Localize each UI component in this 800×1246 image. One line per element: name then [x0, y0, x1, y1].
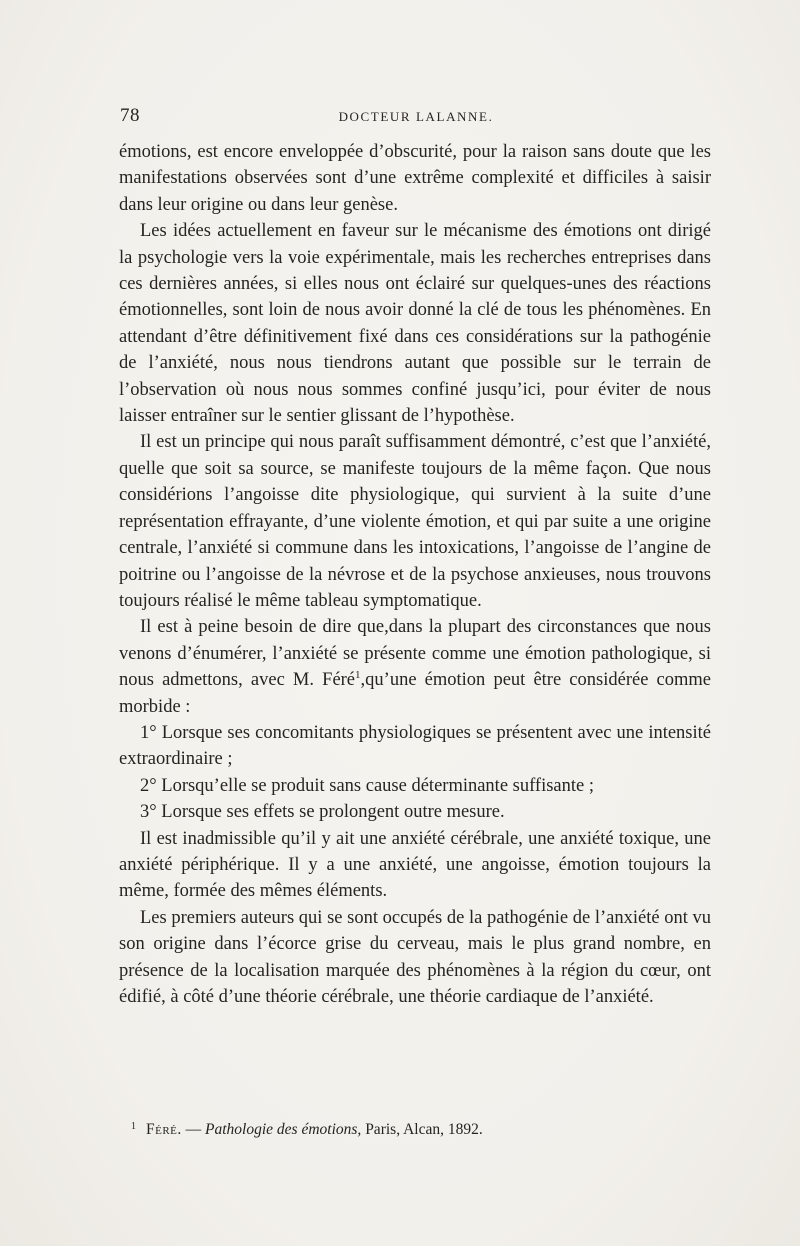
paragraph-text: Il est à peine besoin de dire que,dans la plupart des circonstances que nous venons d’énumérer, l’anxiété se présente comme une émotion pathologique, si nous admettons, avec M. Féré: [119, 617, 711, 691]
paragraph: Il est un principe qui nous paraît suffisamment démontré, c’est que l’anxiété, quelle que soit sa source, se manifeste toujours de la même façon. Que nous considérions l’angoisse dite physiologique, qui survient à la suite d’une représentation effrayante, d’une violente émotion, et qui par suite a une origine centrale, l’anxiété si commune dans les intoxications, l’angoisse de l’angine de poitrine ou l’angoisse de la névrose et de la psychose anxieuses, nous trouvons toujours réalisé le même tableau symptomatique.: [119, 432, 711, 611]
running-head: DOCTEUR LALANNE.: [338, 109, 494, 124]
paragraph-text: ,qu’une émotion peut être considérée comme morbide :: [119, 670, 712, 717]
page-header: [120, 105, 712, 129]
footnote-author: Féré.: [146, 1121, 182, 1138]
list-item: 2° Lorsqu’elle se produit sans cause déterminante suffisante ;: [140, 775, 595, 796]
paragraph-continuation: émotions, est encore enveloppée d’obscurité, pour la raison sans doute que les manifestations observées sont d’une extrême complexité et difficiles à saisir dans leur origine ou dans leur genèse.: [119, 142, 711, 215]
footnote-mark: 1: [131, 1121, 136, 1132]
paragraph: Les premiers auteurs qui se sont occupés de la pathogénie de l’anxiété ont vu son origine dans l’écorce grise du cerveau, mais le plus grand nombre, en présence de la localisation marquée des phénomènes à la région du cœur, ont édifié, à côté d’une théorie cérébrale, une théorie cardiaque de l’anxiété.: [119, 907, 711, 1007]
footnote: [119, 1117, 711, 1140]
body-text: [119, 139, 711, 1010]
list-item: 3° Lorsque ses effets se prolongent outre mesure.: [140, 802, 505, 823]
list-item: 1° Lorsque ses concomitants physiologiques se présentent avec une intensité extraordinaire ;: [119, 722, 711, 770]
paragraph: Les idées actuellement en faveur sur le mécanisme des émotions ont dirigé la psychologie vers la voie expérimentale, mais les recherches entreprises dans ces dernières années, si elles nous ont éclairé sur quelques-unes des réactions émotionnelles, sont loin de nous avoir donné la clé de tous les phénomènes. En attendant d’être définitivement fixé dans ces considérations sur la pathogénie de l’anxiété, nous nous tiendrons autant que possible sur le terrain de l’observation où nous nous sommes confiné jusqu’ici, pour éviter de nous laisser entraîner sur le sentier glissant de l’hypothèse.: [119, 221, 711, 427]
paragraph-with-note: [119, 614, 711, 720]
page-number: 78: [120, 105, 140, 126]
footnote-publisher: Paris, Alcan, 1892.: [365, 1121, 483, 1138]
footnote-title: Pathologie des émotions,: [205, 1121, 362, 1138]
footnote-dash: —: [185, 1121, 202, 1138]
footnote-reference[interactable]: 1: [355, 669, 361, 682]
paragraph: Il est inadmissible qu’il y ait une anxiété cérébrale, une anxiété toxique, une anxiété périphérique. Il y a une anxiété, une angoisse, émotion toujours la même, formée des mêmes éléments.: [119, 828, 711, 902]
